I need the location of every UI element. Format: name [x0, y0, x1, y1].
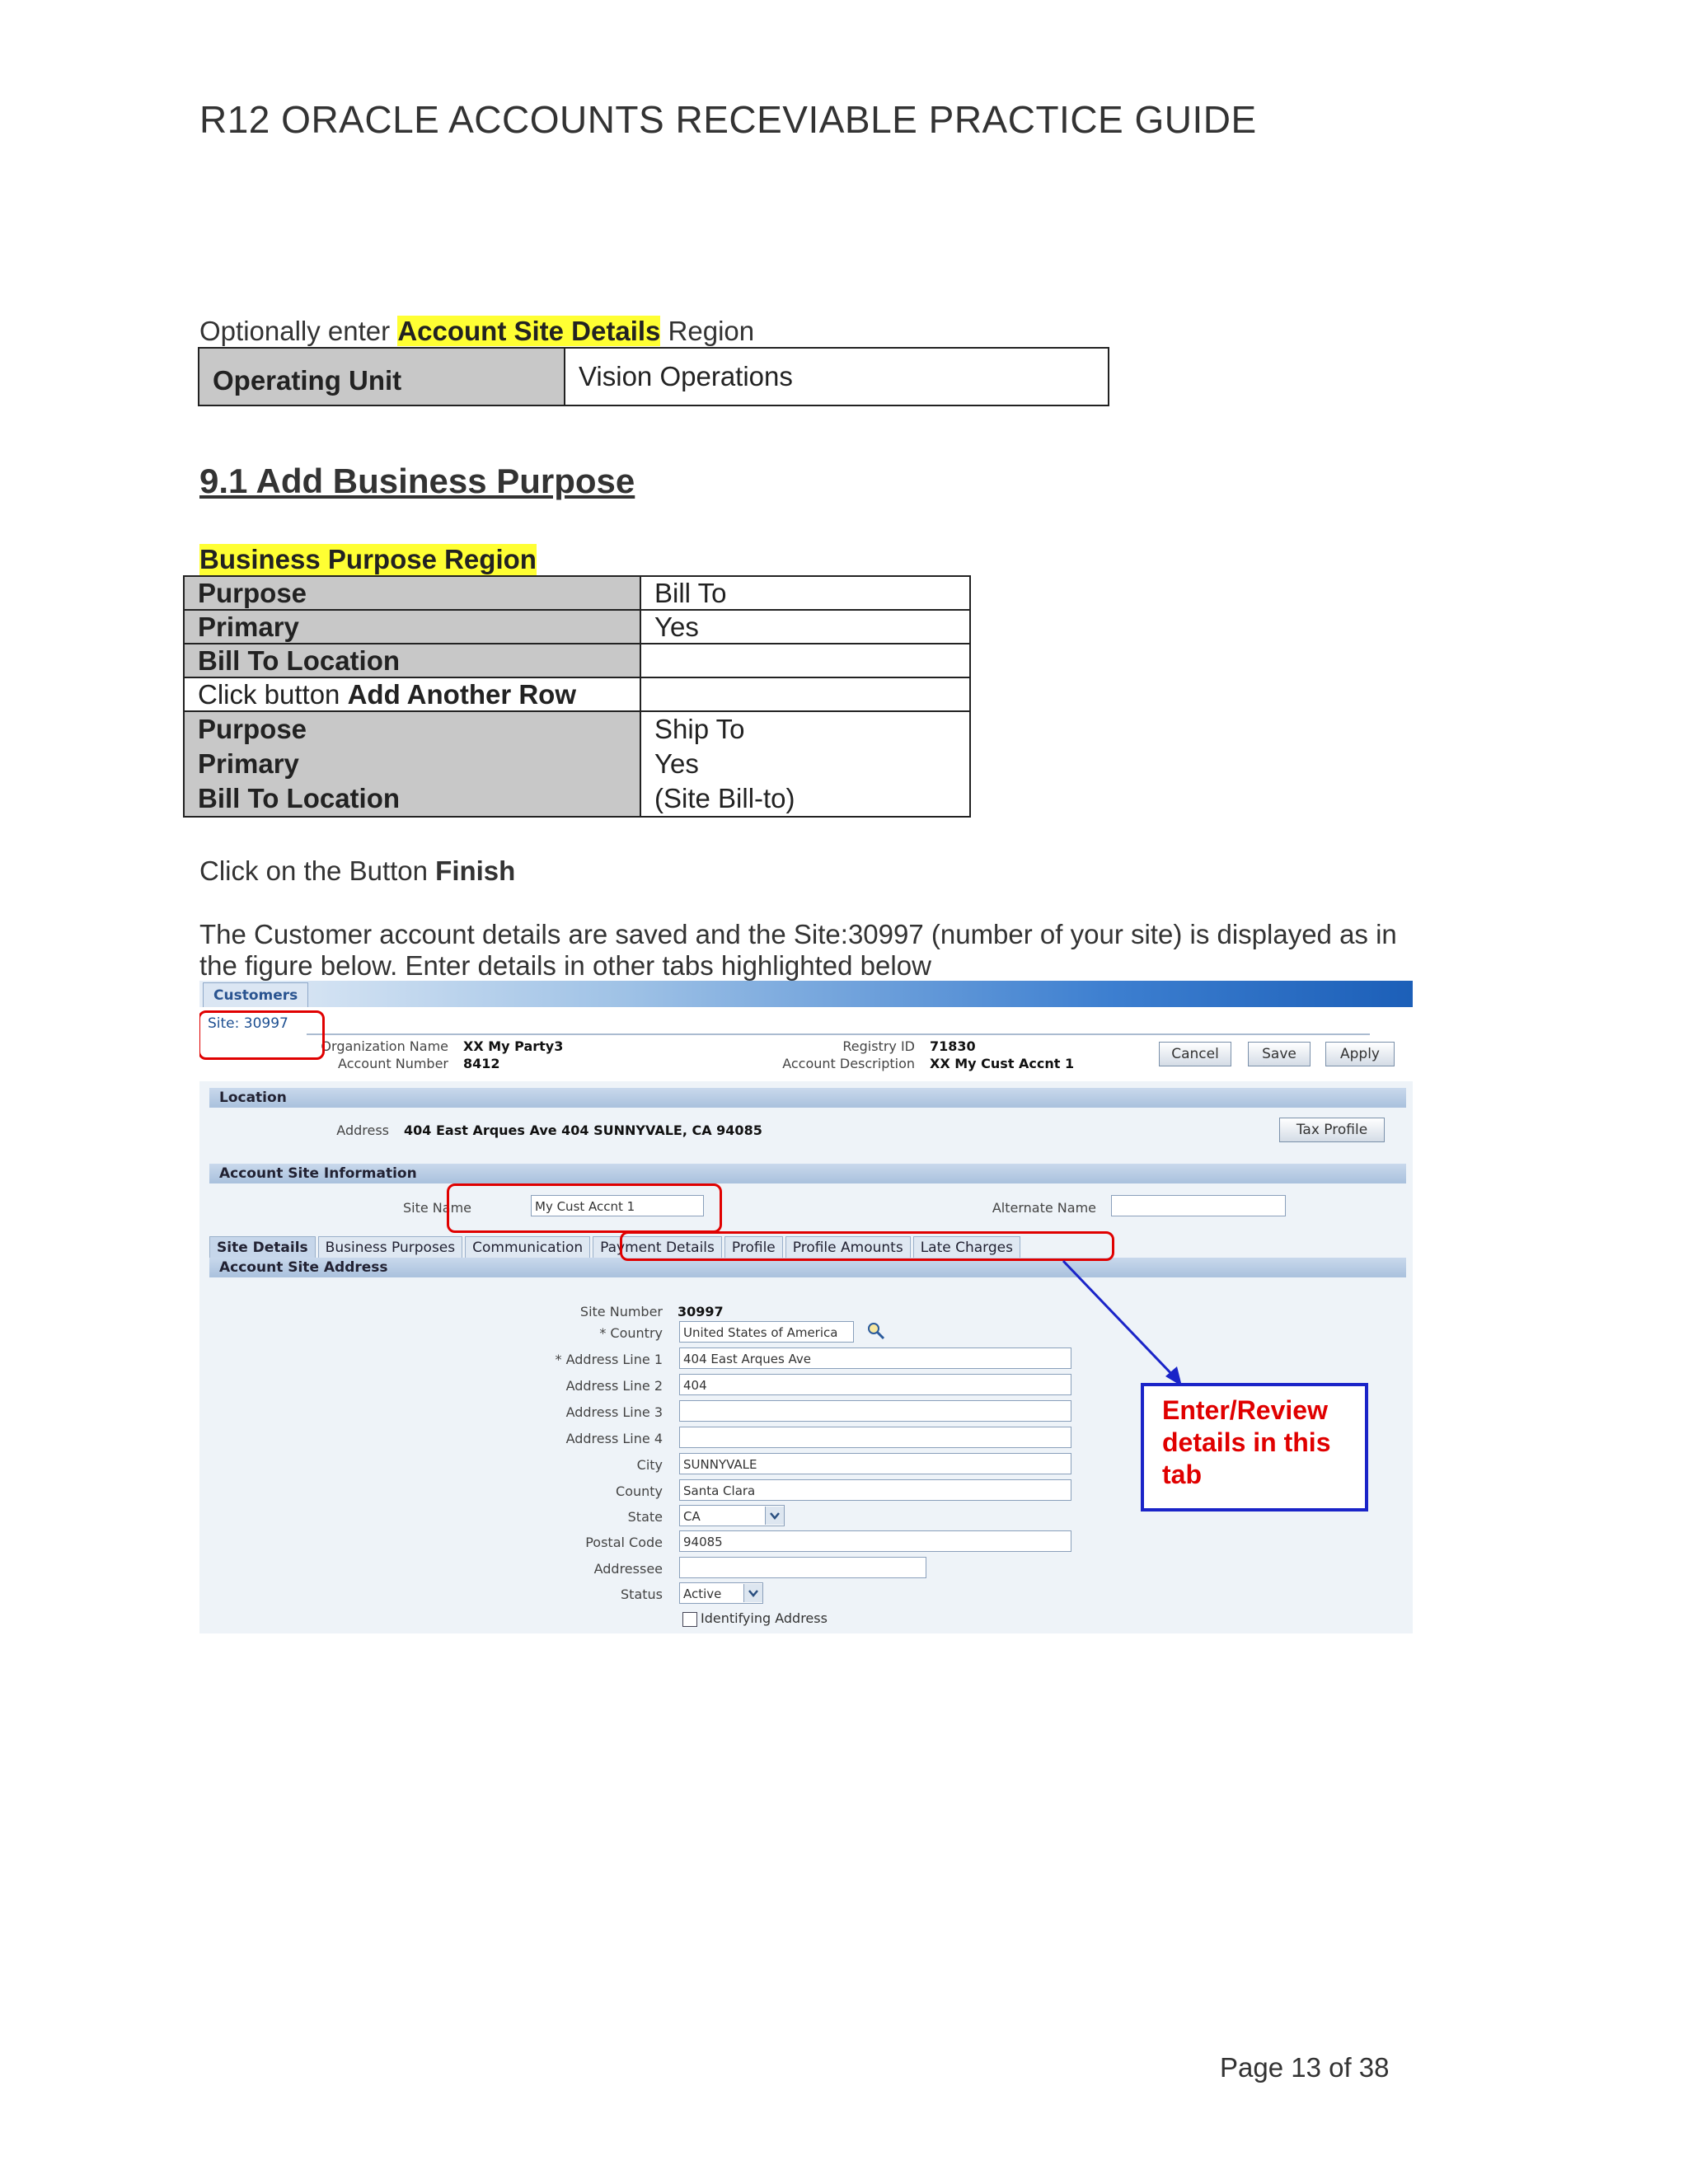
address-line-3-label: Address Line 3	[565, 1404, 663, 1420]
state-label: State	[627, 1509, 663, 1525]
status-label: Status	[621, 1586, 663, 1602]
site-name-label: Site Name	[402, 1200, 471, 1216]
bp-row-ship-to	[184, 711, 970, 817]
address-line-1-input[interactable]: 404 East Arques Ave	[679, 1347, 1071, 1369]
account-description-value: XX My Cust Accnt 1	[930, 1056, 1075, 1071]
tab-profile-amounts[interactable]: Profile Amounts	[785, 1236, 911, 1258]
apply-button[interactable]: Apply	[1325, 1042, 1395, 1066]
oracle-screenshot	[199, 981, 1413, 1633]
address-line-2-label: Address Line 2	[565, 1378, 663, 1394]
page-number: Page 13 of 38	[1220, 2052, 1390, 2083]
bp-purpose-value: Bill To	[640, 576, 970, 610]
location-header: Location	[209, 1088, 1406, 1108]
address-line-1-label: * Address Line 1	[555, 1352, 663, 1367]
intro-line	[199, 316, 754, 347]
address-value: 404 East Arques Ave 404 SUNNYVALE, CA 94085	[404, 1122, 762, 1138]
site-name-input[interactable]: My Cust Accnt 1	[531, 1195, 704, 1216]
state-value: CA	[683, 1509, 701, 1524]
bp-purpose2-value: Ship To	[654, 714, 745, 744]
address-label: Address	[336, 1122, 389, 1138]
business-purpose-table	[183, 575, 971, 818]
bp-group2-values	[640, 711, 970, 817]
registry-id-label: Registry ID	[842, 1038, 915, 1054]
tab-site-details[interactable]: Site Details	[209, 1236, 316, 1258]
description-paragraph	[199, 919, 1397, 982]
customers-tab[interactable]: Customers	[203, 982, 308, 1008]
finish-prefix: Click on the Button	[199, 855, 436, 886]
tab-payment-details[interactable]: Payment Details	[593, 1236, 722, 1258]
county-input[interactable]: Santa Clara	[679, 1479, 1071, 1501]
bp-click-empty	[640, 677, 970, 711]
address-line-4-label: Address Line 4	[565, 1431, 663, 1446]
bp-primary-label: Primary	[184, 610, 640, 644]
city-input[interactable]: SUNNYVALE	[679, 1453, 1071, 1474]
bp-click-bold: Add Another Row	[347, 678, 576, 710]
bp-bill-to-value	[640, 644, 970, 677]
intro-highlight: Account Site Details	[397, 316, 661, 346]
bp-click-prefix: Click button	[198, 678, 348, 710]
ou-value: Vision Operations	[565, 348, 1109, 405]
callout-line-3: tab	[1162, 1460, 1202, 1489]
county-label: County	[616, 1483, 663, 1499]
account-site-address-header: Account Site Address	[209, 1258, 1406, 1277]
alternate-name-label: Alternate Name	[992, 1200, 1096, 1216]
annotation-arrow	[199, 981, 1413, 1633]
operating-unit-table	[198, 347, 1109, 406]
org-name-value: XX My Party3	[463, 1038, 564, 1054]
address-line-2-input[interactable]: 404	[679, 1374, 1071, 1395]
country-input[interactable]: United States of America	[679, 1321, 854, 1343]
tab-late-charges[interactable]: Late Charges	[913, 1236, 1020, 1258]
intro-suffix: Region	[660, 316, 755, 346]
annotation-callout	[1141, 1383, 1368, 1511]
tab-business-purposes[interactable]: Business Purposes	[318, 1236, 462, 1258]
bp-purpose-label: Purpose	[184, 576, 640, 610]
status-value: Active	[683, 1586, 722, 1601]
description-line-2: the figure below. Enter details in other tabs highlighted below	[199, 950, 931, 981]
postal-code-input[interactable]: 94085	[679, 1530, 1071, 1552]
bp-region-title: Business Purpose Region	[199, 544, 537, 574]
account-site-info-header: Account Site Information	[209, 1164, 1406, 1183]
bp-primary2-value: Yes	[654, 748, 699, 779]
addressee-label: Addressee	[593, 1561, 663, 1577]
cancel-button[interactable]: Cancel	[1159, 1042, 1231, 1066]
site-link[interactable]: Site: 30997	[208, 1015, 288, 1032]
description-line-1: The Customer account details are saved and the Site:30997 (number of your site) is displayed as in	[199, 919, 1397, 949]
identifying-address-label: Identifying Address	[701, 1610, 828, 1626]
bp-purpose2-label: Purpose	[198, 714, 307, 744]
finish-bold: Finish	[435, 855, 516, 886]
bp-group2-labels	[184, 711, 640, 817]
save-button[interactable]: Save	[1248, 1042, 1311, 1066]
site-number-label: Site Number	[579, 1304, 663, 1319]
account-number-value: 8412	[463, 1056, 500, 1071]
bp-bill-to-label: Bill To Location	[184, 644, 640, 677]
bp-primary2-label: Primary	[198, 748, 299, 779]
tax-profile-button[interactable]: Tax Profile	[1279, 1118, 1385, 1142]
postal-code-label: Postal Code	[585, 1535, 663, 1550]
bp-bill-to2-value: (Site Bill-to)	[654, 783, 795, 813]
bp-row-primary	[184, 610, 970, 644]
bp-click-cell	[184, 677, 640, 711]
tab-communication[interactable]: Communication	[465, 1236, 590, 1258]
org-name-label: Organization Name	[321, 1038, 448, 1054]
account-description-label: Account Description	[782, 1056, 915, 1071]
account-number-label: Account Number	[338, 1056, 448, 1071]
intro-prefix: Optionally enter	[199, 316, 398, 346]
bp-row-purpose	[184, 576, 970, 610]
bp-row-click	[184, 677, 970, 711]
bp-bill-to2-label: Bill To Location	[198, 783, 401, 813]
site-number-value: 30997	[678, 1304, 724, 1319]
city-label: City	[636, 1457, 663, 1473]
bp-row-bill-to	[184, 644, 970, 677]
callout-line-1: Enter/Review	[1162, 1395, 1328, 1425]
tab-profile[interactable]: Profile	[724, 1236, 783, 1258]
document-header: R12 ORACLE ACCOUNTS RECEVIABLE PRACTICE GUIDE	[199, 98, 1257, 141]
registry-id-value: 71830	[930, 1038, 976, 1054]
section-heading: 9.1 Add Business Purpose	[199, 462, 635, 500]
finish-instruction	[199, 855, 515, 887]
ou-label: Operating Unit	[199, 348, 565, 405]
callout-line-2: details in this	[1162, 1427, 1331, 1457]
bp-primary-value: Yes	[640, 610, 970, 644]
country-label: * Country	[599, 1325, 663, 1341]
